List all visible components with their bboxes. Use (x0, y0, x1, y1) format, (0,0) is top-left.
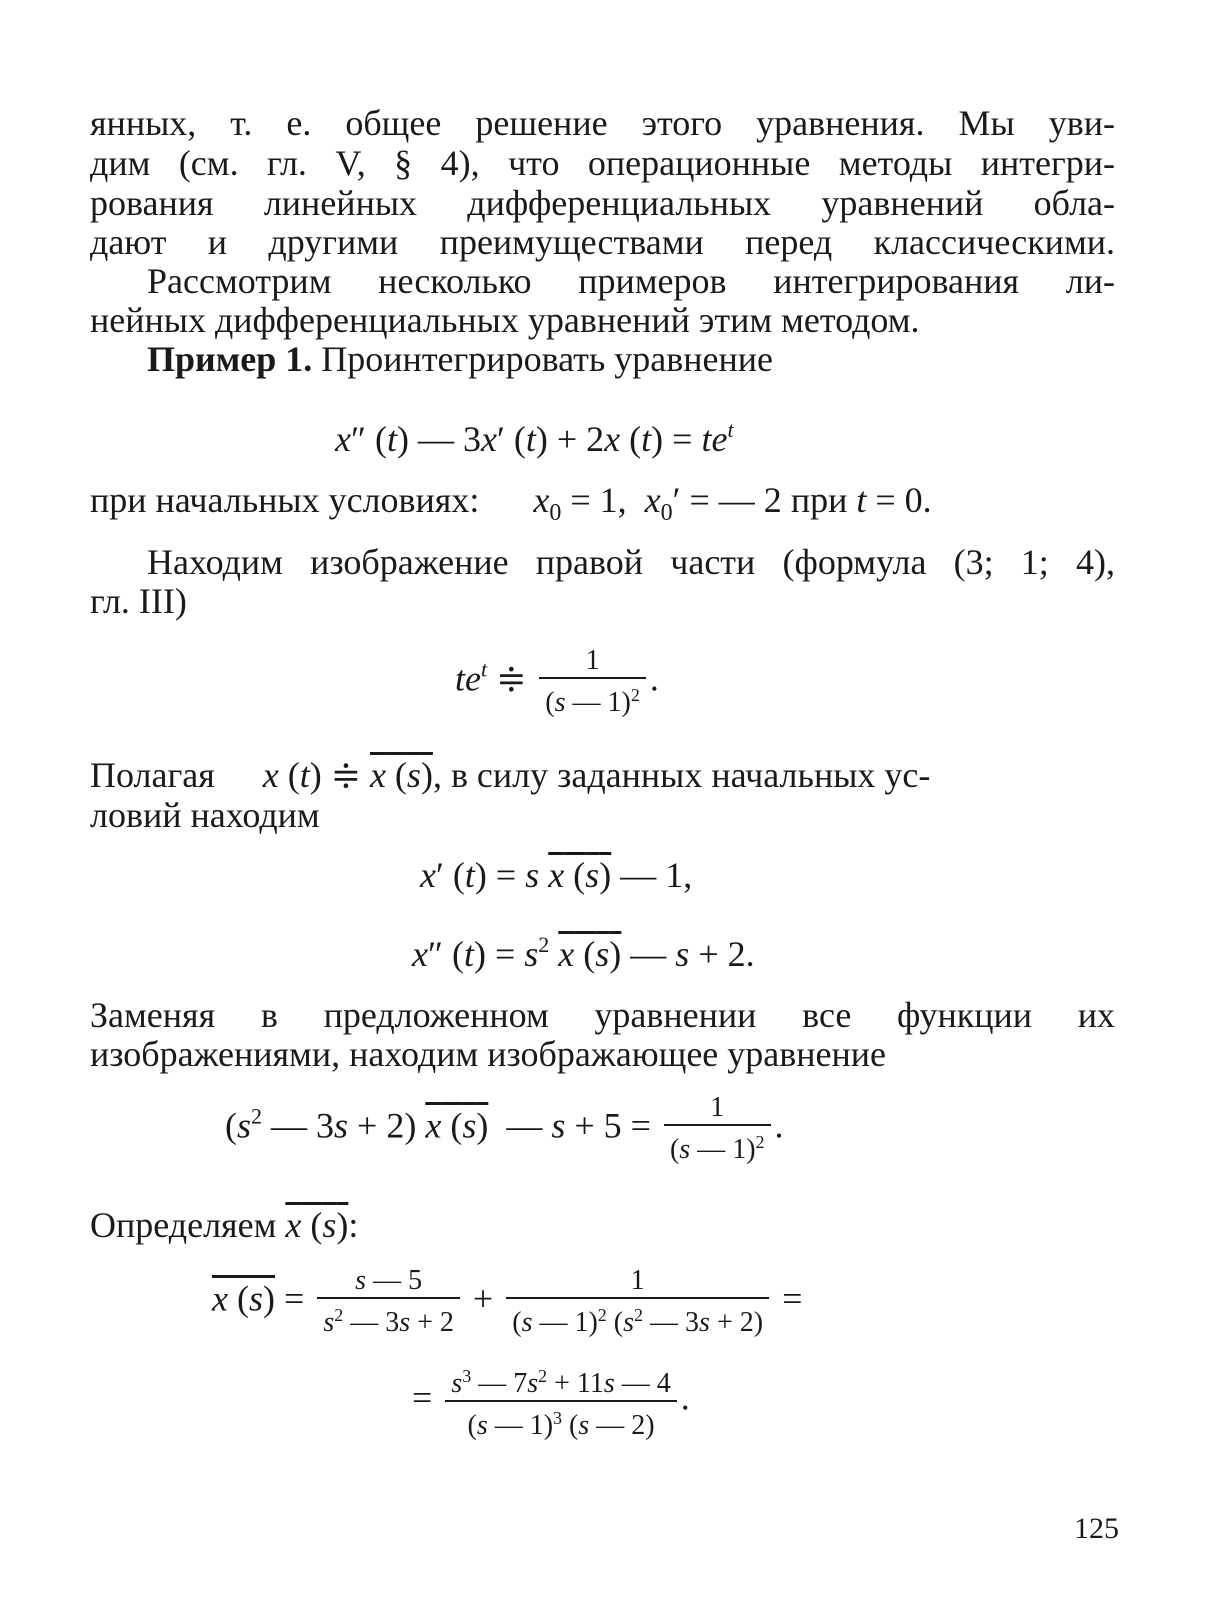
text-line: изображениями, находим изображающее уравнение (90, 1034, 887, 1074)
image-equation: ($s^2$ — 3s + 2) x (s) — s + 5 = $\frac{1}{(s — 1)^2}$ . (225, 1092, 784, 1165)
init-word: при (790, 480, 848, 520)
text-line: Рассмотрим несколько примеров интегрирования ли- (147, 261, 1115, 301)
text-line: нейных дифференциальных уравнений этим методом. (90, 300, 920, 340)
text-line: Заменяя в предложенном уравнении все функции их (90, 995, 1115, 1035)
text-line: дим (см. гл. V, § 4), что операционные методы интегри- (90, 143, 1115, 183)
example-text: Проинтегрировать уравнение (321, 339, 774, 379)
text-line: ловий находим (90, 795, 320, 835)
determine-word: Определяем (90, 1205, 277, 1245)
fraction: $\frac{1}{(s — 1)^2}$ (664, 1092, 771, 1166)
text-line: Находим изображение правой части (формула (3; 1; 4), (147, 542, 1115, 582)
solution-result: = $\frac{s^3 — 7s^2 + 11s — 4}{(s — 1)^3 (s — 2)}$ . (412, 1360, 690, 1442)
example-label: Пример 1. (147, 339, 313, 379)
init-label: при начальных условиях: (90, 480, 480, 520)
fraction: $\frac{s — 5}{s^2 — 3s + 2}$ (317, 1265, 460, 1339)
second-derivative-image: x″ $(t) = s^2$ x (s) — s + 2. (412, 932, 755, 974)
text-line: гл. III) (90, 581, 187, 621)
assume-rest: , в силу заданных начальных ус- (432, 755, 931, 795)
fraction: $\frac{1}{(s — 1)^2 (s^2 — 3s + 2)}$ (506, 1265, 769, 1339)
text-line: янных, т. е. общее решение этого уравнения. Мы уви- (90, 103, 1115, 143)
page-number: 125 (1074, 1512, 1119, 1545)
assume-word: Полагая (90, 755, 215, 795)
fraction: $\frac{1}{(s — 1)^2}$ (539, 645, 646, 719)
assume-line: Полагая x (t) ≑ x (s), в силу заданных начальных ус- (90, 755, 931, 795)
determine-line: Определяем x (s): (90, 1205, 359, 1245)
image-formula: $te^t$ ≑ $\frac{1}{(s — 1)^2}$ . (455, 645, 659, 718)
example-heading (147, 339, 1115, 379)
text-line: рования линейных дифференциальных уравнений обла- (90, 183, 1115, 223)
text-line: дают и другими преимуществами перед классическими. (90, 222, 1115, 262)
solution-formula: x (s) = $\frac{s — 5}{s^2 — 3s + 2}$ + $\frac{1}{(s — 1)^2 (s^2 — 3s + 2)}$ = (212, 1265, 803, 1338)
differential-equation: x″ (t) — 3x′ (t) + 2x $(t) = te^t$ (335, 417, 734, 459)
first-derivative-image: x′ (t) = s x (s) — 1, (420, 855, 693, 895)
fraction: $\frac{s^3 — 7s^2 + 11s — 4}{(s — 1)^3 (s — 2)}$ (445, 1360, 676, 1442)
initial-conditions: при начальных условиях: $x_0 = 1$, $x_0'$ = — 2 при t = 0. (90, 480, 932, 526)
